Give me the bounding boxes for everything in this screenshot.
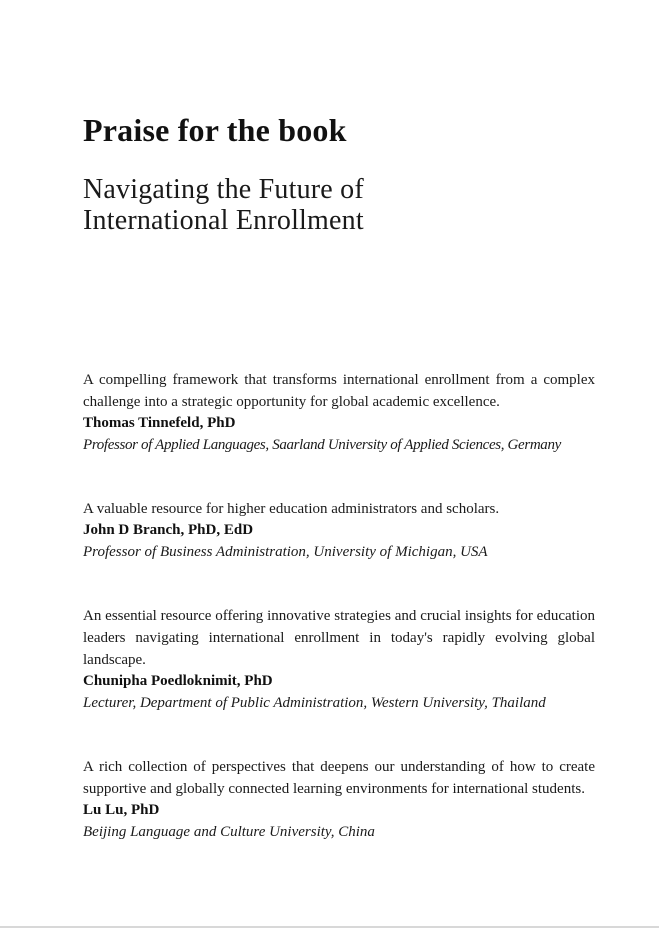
praise-quote: A compelling framework that transforms international enrollment from a complex challenge into a strategic opportunity for global academic excellence. (83, 372, 595, 410)
praise-item (83, 498, 595, 563)
book-title-line-1: Navigating the Future of (83, 174, 364, 205)
endorser-name: Lu Lu, PhD (83, 802, 160, 818)
book-title (83, 174, 603, 236)
endorser-affiliation: Professor of Applied Languages, Saarland University of Applied Sciences, Germany (83, 437, 561, 453)
endorser-name: Chunipha Poedloknimit, PhD (83, 673, 273, 689)
page-bottom-edge (0, 926, 659, 928)
praise-quote: A rich collection of perspectives that deepens our understanding of how to create supportive and globally connected learning environments for international students. (83, 759, 595, 797)
page-title: Praise for the book (83, 112, 347, 148)
praise-item (83, 605, 595, 714)
endorser-affiliation: Professor of Business Administration, University of Michigan, USA (83, 544, 488, 560)
endorser-affiliation: Beijing Language and Culture University, China (83, 824, 375, 840)
endorser-name: John D Branch, PhD, EdD (83, 522, 254, 538)
praise-item (83, 756, 595, 843)
endorser-affiliation: Lecturer, Department of Public Administration, Western University, Thailand (83, 695, 546, 711)
praise-quote: A valuable resource for higher education administrators and scholars. (83, 501, 500, 517)
praise-list (83, 369, 595, 885)
book-title-line-2: International Enrollment (83, 205, 364, 236)
endorser-name: Thomas Tinnefeld, PhD (83, 415, 236, 431)
praise-item (83, 369, 595, 456)
page-heading (83, 110, 603, 236)
praise-quote: An essential resource offering innovative strategies and crucial insights for education leaders navigating international enrollment in today's rapidly evolving global landscape. (83, 608, 595, 668)
